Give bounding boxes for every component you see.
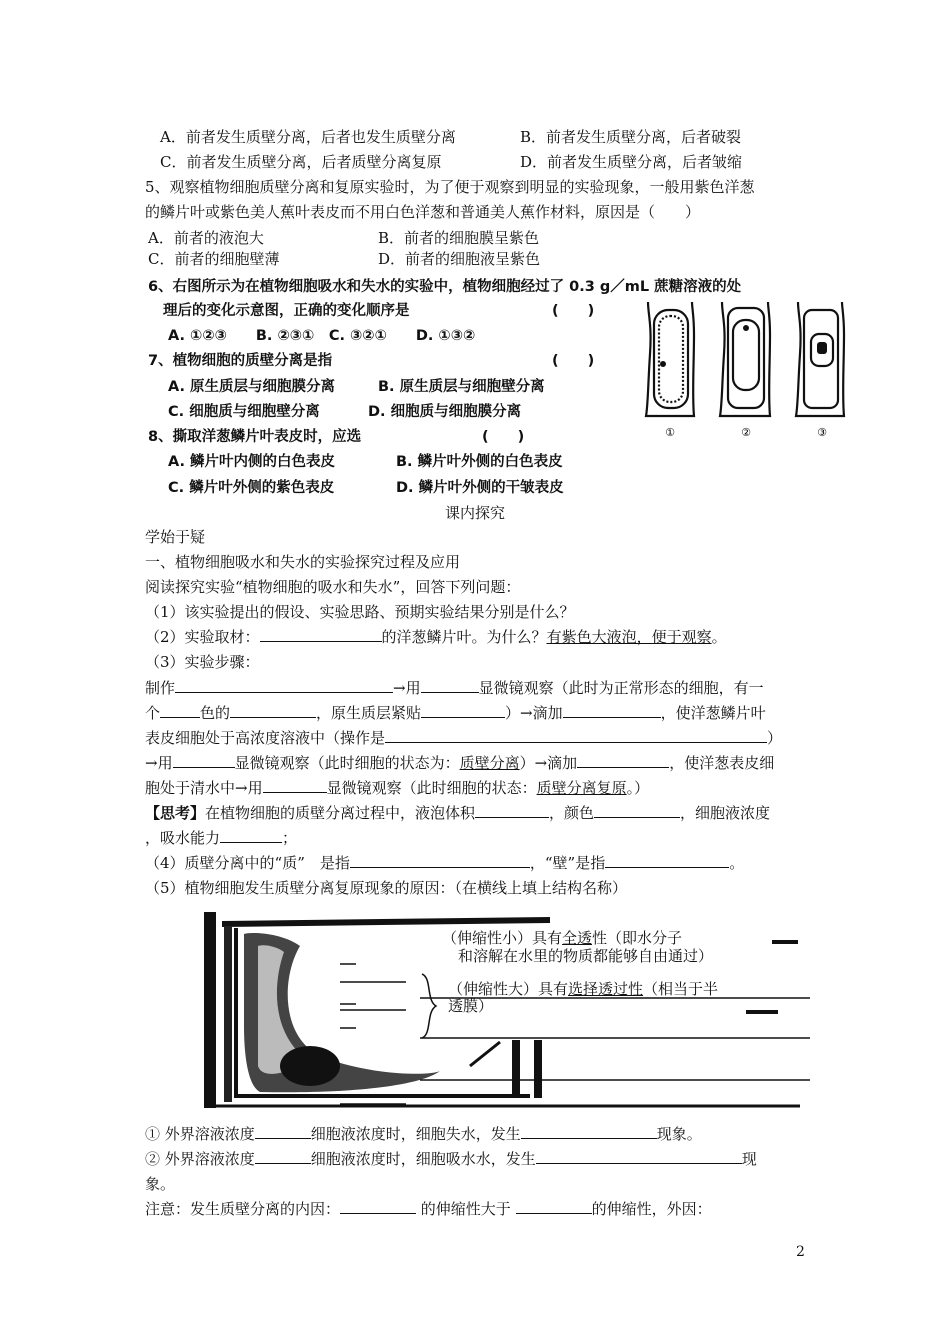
answer-plasmolysis: 质壁分离 bbox=[459, 754, 520, 772]
step-line2: 个 色的 ，原生质层紧贴 ）→滴加 ，使洋葱鳞片叶 bbox=[145, 704, 766, 722]
think-line2: ，吸水能力 ； bbox=[145, 829, 298, 847]
intro-text: 阅读探究实验“植物细胞的吸水和失水”，回答下列问题： bbox=[145, 578, 521, 596]
blank-vacuole-volume[interactable] bbox=[475, 803, 549, 818]
q6-stem-line1: 6、右图所示为在植物细胞吸水和失水的实验中，植物细胞经过了 0.3 g／mL 蔗糖溶液的处 bbox=[148, 279, 742, 295]
blank-tight[interactable] bbox=[421, 703, 505, 718]
diagram-text1-line2: 和溶解在水里的物质都能够自由通过） bbox=[458, 947, 714, 965]
diagram-text1-line1: （伸缩性小）具有全透性（即水分子 bbox=[442, 929, 683, 947]
note-line: 注意：发生质壁分离的内因： 的伸缩性大于 的伸缩性，外因： bbox=[145, 1200, 712, 1218]
blank-inner-cause-1[interactable] bbox=[340, 1199, 416, 1214]
item4: （4）质壁分离中的“质” 是指 ，“壁”是指 。 bbox=[145, 854, 745, 872]
blank-color[interactable] bbox=[160, 703, 200, 718]
blank-phenomenon-1[interactable] bbox=[521, 1124, 657, 1139]
diagram-text2-line2: 透膜） bbox=[448, 997, 494, 1015]
blank-compare-1[interactable] bbox=[255, 1124, 311, 1139]
q8-option-a: A. 鳞片叶内侧的白色表皮 bbox=[168, 454, 336, 470]
blank-microscope-1[interactable] bbox=[421, 678, 479, 693]
blank-material[interactable] bbox=[260, 627, 382, 642]
condition-1: ① 外界溶液浓度 细胞液浓度时，细胞失水，发生 现象。 bbox=[145, 1125, 702, 1143]
q7-option-c: C. 细胞质与细胞壁分离 bbox=[168, 404, 320, 420]
q7-option-b: B. 原生质层与细胞壁分离 bbox=[378, 379, 545, 395]
blank-inner-cause-2[interactable] bbox=[516, 1199, 592, 1214]
q6-answer-paren: ( ) bbox=[552, 303, 595, 319]
q6-stem-line2: 理后的变化示意图，正确的变化顺序是 bbox=[163, 303, 410, 319]
q8-stem: 8、撕取洋葱鳞片叶表皮时，应选 bbox=[148, 429, 362, 445]
plasmolysis-cells-figure bbox=[636, 294, 856, 444]
q7-option-a: A. 原生质层与细胞膜分离 bbox=[168, 379, 336, 395]
q4-option-d: D．前者发生质壁分离，后者皱缩 bbox=[520, 153, 743, 171]
step-line4: →用 显微镜观察（此时细胞的状态为：质壁分离）→滴加 ，使洋葱表皮细 bbox=[145, 754, 775, 772]
blank-drop-1[interactable] bbox=[563, 703, 661, 718]
step-line5: 胞处于清水中→用 显微镜观察（此时细胞的状态：质壁分离复原。） bbox=[145, 779, 650, 797]
blank-microscope-2[interactable] bbox=[173, 753, 235, 768]
subtitle: 学始于疑 bbox=[145, 528, 206, 546]
answer-selective: 选择透过性 bbox=[568, 980, 644, 998]
q7-option-d: D. 细胞质与细胞膜分离 bbox=[368, 404, 522, 420]
q5-option-c: C．前者的细胞壁薄 bbox=[148, 250, 280, 268]
blank-compare-2[interactable] bbox=[255, 1149, 311, 1164]
q5-option-a: A．前者的液泡大 bbox=[148, 229, 264, 247]
q8-option-c: C. 鳞片叶外侧的紫色表皮 bbox=[168, 480, 335, 496]
q4-option-c: C．前者发生质壁分离，后者质壁分离复原 bbox=[160, 153, 442, 171]
blank-make[interactable] bbox=[175, 678, 393, 693]
q7-answer-paren: ( ) bbox=[552, 353, 595, 369]
item5: （5）植物细胞发生质壁分离复原现象的原因：（在横线上填上结构名称） bbox=[145, 879, 628, 897]
step-line3: 表皮细胞处于高浓度溶液中（操作是 ） bbox=[145, 729, 783, 747]
q7-stem: 7、植物细胞的质壁分离是指 bbox=[148, 353, 333, 369]
answer-fully-permeable: 全透 bbox=[562, 929, 593, 947]
section-title: 课内探究 bbox=[444, 504, 505, 522]
think-line1: 【思考】在植物细胞的质壁分离过程中，液泡体积 ，颜色 ，细胞液浓度 bbox=[145, 804, 771, 822]
blank-phenomenon-2[interactable] bbox=[536, 1149, 742, 1164]
q8-option-d: D. 鳞片叶外侧的干皱表皮 bbox=[396, 480, 564, 496]
blank-operation[interactable] bbox=[385, 728, 767, 743]
part1-title: 一、植物细胞吸水和失水的实验探究过程及应用 bbox=[145, 553, 461, 571]
q8-answer-paren: ( ) bbox=[482, 429, 525, 445]
figure-label-2: ② bbox=[741, 426, 751, 439]
blank-structure[interactable] bbox=[230, 703, 316, 718]
blank-bi[interactable] bbox=[605, 853, 729, 868]
condition-2: ② 外界溶液浓度 细胞液浓度时，细胞吸水水，发生 现 bbox=[145, 1150, 757, 1168]
step-line1: 制作 →用 显微镜观察（此时为正常形态的细胞，有一 bbox=[145, 679, 764, 697]
q6-options: A. ①②③ B. ②③① C. ③②① D. ①③② bbox=[168, 328, 476, 344]
figure-label-1: ① bbox=[665, 426, 675, 439]
page-number: 2 bbox=[796, 1244, 805, 1260]
answer-deplasmolysis: 质壁分离复原 bbox=[536, 779, 627, 797]
q5-option-d: D．前者的细胞液呈紫色 bbox=[378, 250, 541, 268]
q8-option-b: B. 鳞片叶外侧的白色表皮 bbox=[396, 454, 563, 470]
figure-label-3: ③ bbox=[817, 426, 827, 439]
blank-zhi[interactable] bbox=[350, 853, 530, 868]
q5-stem-line1: 5、观察植物细胞质壁分离和复原实验时，为了便于观察到明显的实验现象，一般用紫色洋葱 bbox=[145, 178, 755, 196]
q4-option-b: B．前者发生质壁分离，后者破裂 bbox=[520, 128, 742, 146]
q5-option-b: B．前者的细胞膜呈紫色 bbox=[378, 229, 540, 247]
item2: （2）实验取材： 的洋葱鳞片叶。为什么？有紫色大液泡，便于观察。 bbox=[145, 628, 727, 646]
diagram-text2-line1: （伸缩性大）具有选择透过性（相当于半 bbox=[448, 980, 719, 998]
item1: （1）该实验提出的假设、实验思路、预期实验结果分别是什么？ bbox=[145, 603, 575, 621]
blank-drop-2[interactable] bbox=[577, 753, 669, 768]
q4-option-a: A．前者发生质壁分离，后者也发生质壁分离 bbox=[160, 128, 456, 146]
answer-purple-vacuole: 有紫色大液泡，便于观察 bbox=[546, 628, 712, 646]
q5-stem-line2: 的鳞片叶或紫色美人蕉叶表皮而不用白色洋葱和普通美人蕉作材料，原因是（ ） bbox=[145, 203, 701, 221]
condition-2-cont: 象。 bbox=[145, 1175, 176, 1193]
blank-color-change[interactable] bbox=[594, 803, 680, 818]
blank-absorb-ability[interactable] bbox=[220, 828, 282, 843]
item3: （3）实验步骤： bbox=[145, 653, 260, 671]
blank-microscope-3[interactable] bbox=[263, 778, 327, 793]
